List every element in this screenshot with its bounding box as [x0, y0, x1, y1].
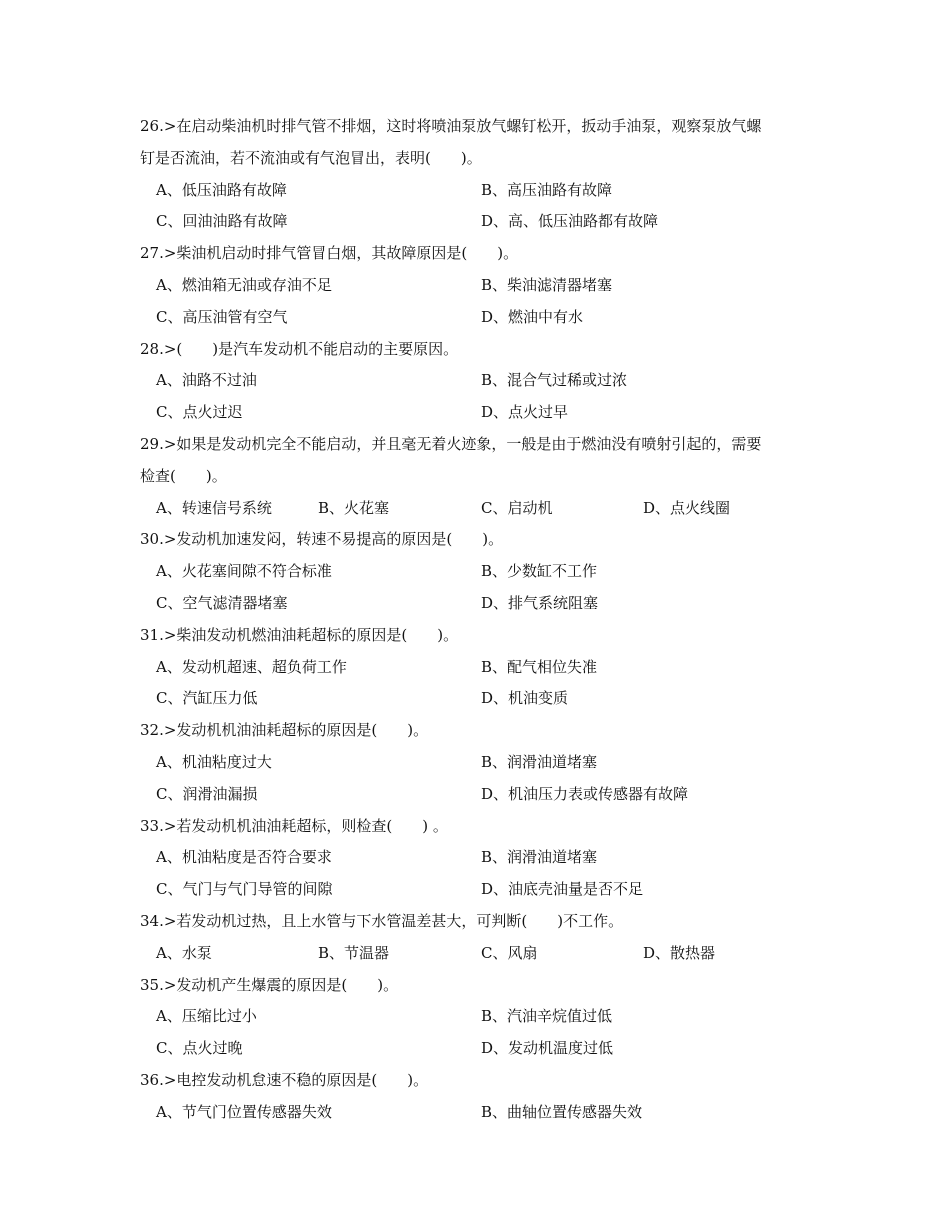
answer-option: D、燃油中有水 [481, 307, 584, 326]
answer-option: A、水泵 [156, 943, 212, 962]
answer-option: D、油底壳油量是否不足 [481, 880, 644, 899]
options-row [140, 206, 820, 238]
answer-option: A、转速信号系统 [156, 498, 272, 517]
options-row [140, 1033, 820, 1065]
question-stem-line: 36.>电控发动机怠速不稳的原因是( )。 [140, 1070, 429, 1089]
answer-option: C、回油油路有故障 [156, 212, 288, 231]
question-item [140, 970, 820, 1065]
answer-option: A、机油粘度过大 [156, 752, 272, 771]
answer-option: D、机油变质 [481, 689, 569, 708]
answer-option: A、低压油路有故障 [156, 180, 287, 199]
question-stem-line: 33.>若发动机机油油耗超标，则检查( ) 。 [140, 816, 448, 835]
answer-option: B、曲轴位置传感器失效 [481, 1102, 643, 1121]
question-item [140, 334, 820, 429]
answer-option: B、汽油辛烷值过低 [481, 1007, 613, 1026]
question-stem-line: 29.>如果是发动机完全不能启动，并且毫无着火迹象，一般是由于燃油没有喷射引起的，需要 [140, 434, 762, 453]
options-row [140, 747, 820, 779]
options-row [140, 556, 820, 588]
question-stem-line: 30.>发动机加速发闷，转速不易提高的原因是( )。 [140, 530, 504, 549]
answer-option: A、压缩比过小 [156, 1007, 257, 1026]
options-row [140, 779, 820, 811]
answer-option: B、少数缸不工作 [481, 562, 598, 581]
options-row [140, 842, 820, 874]
answer-option: B、配气相位失准 [481, 657, 598, 676]
options-row [140, 493, 820, 525]
question-stem-line: 31.>柴油发动机燃油油耗超标的原因是( )。 [140, 625, 459, 644]
answer-option: A、机油粘度是否符合要求 [156, 848, 332, 867]
options-row [140, 683, 820, 715]
answer-option: A、发动机超速、超负荷工作 [156, 657, 347, 676]
answer-option: D、点火过早 [481, 403, 569, 422]
answer-option: A、节气门位置传感器失效 [156, 1102, 332, 1121]
answer-option: C、高压油管有空气 [156, 307, 288, 326]
options-row [140, 365, 820, 397]
answer-option: C、点火过晚 [156, 1039, 243, 1058]
answer-option: B、高压油路有故障 [481, 180, 613, 199]
answer-option: D、机油压力表或传感器有故障 [481, 784, 689, 803]
answer-option: B、润滑油道堵塞 [481, 752, 598, 771]
options-row [140, 588, 820, 620]
answer-option: B、火花塞 [318, 498, 390, 517]
answer-option: C、启动机 [481, 498, 553, 517]
question-stem-line: 32.>发动机机油油耗超标的原因是( )。 [140, 721, 429, 740]
question-stem-line: 28.>( )是汽车发动机不能启动的主要原因。 [140, 339, 459, 358]
answer-option: D、点火线圈 [643, 498, 731, 517]
options-row [140, 938, 820, 970]
options-row [140, 270, 820, 302]
answer-option: D、散热器 [643, 943, 716, 962]
options-row [140, 1097, 820, 1129]
options-row [140, 175, 820, 207]
question-item [140, 811, 820, 906]
answer-option: C、点火过迟 [156, 403, 243, 422]
answer-option: C、润滑油漏损 [156, 784, 258, 803]
options-row [140, 652, 820, 684]
question-item [140, 111, 820, 238]
question-stem-line: 34.>若发动机过热，且上水管与下水管温差甚大，可判断( )不工作。 [140, 911, 624, 930]
options-row [140, 874, 820, 906]
exam-page [140, 111, 820, 1129]
question-item [140, 620, 820, 715]
question-item [140, 238, 820, 333]
answer-option: D、高、低压油路都有故障 [481, 212, 659, 231]
question-stem-line: 27.>柴油机启动时排气管冒白烟，其故障原因是( )。 [140, 244, 519, 263]
answer-option: A、火花塞间隙不符合标准 [156, 562, 332, 581]
answer-option: C、气门与气门导管的间隙 [156, 880, 333, 899]
options-row [140, 302, 820, 334]
question-item [140, 429, 820, 524]
question-stem-line: 钉是否流油，若不流油或有气泡冒出，表明( )。 [140, 148, 482, 167]
answer-option: A、油路不过油 [156, 371, 257, 390]
answer-option: C、汽缸压力低 [156, 689, 258, 708]
question-stem-line: 26.>在启动柴油机时排气管不排烟，这时将喷油泵放气螺钉松开，扳动手油泵，观察泵放气螺 [140, 117, 762, 135]
answer-option: B、混合气过稀或过浓 [481, 371, 628, 390]
question-item [140, 715, 820, 810]
answer-option: D、发动机温度过低 [481, 1039, 614, 1058]
answer-option: A、燃油箱无油或存油不足 [156, 275, 332, 294]
answer-option: D、排气系统阻塞 [481, 593, 599, 612]
question-item [140, 1065, 820, 1129]
question-item [140, 906, 820, 970]
answer-option: B、柴油滤清器堵塞 [481, 275, 613, 294]
options-row [140, 397, 820, 429]
answer-option: C、风扇 [481, 943, 538, 962]
answer-option: B、节温器 [318, 943, 390, 962]
answer-option: C、空气滤清器堵塞 [156, 593, 288, 612]
answer-option: B、润滑油道堵塞 [481, 848, 598, 867]
question-stem-line: 35.>发动机产生爆震的原因是( )。 [140, 975, 399, 994]
options-row [140, 1001, 820, 1033]
question-stem-line: 检查( )。 [140, 466, 227, 485]
question-item [140, 524, 820, 619]
